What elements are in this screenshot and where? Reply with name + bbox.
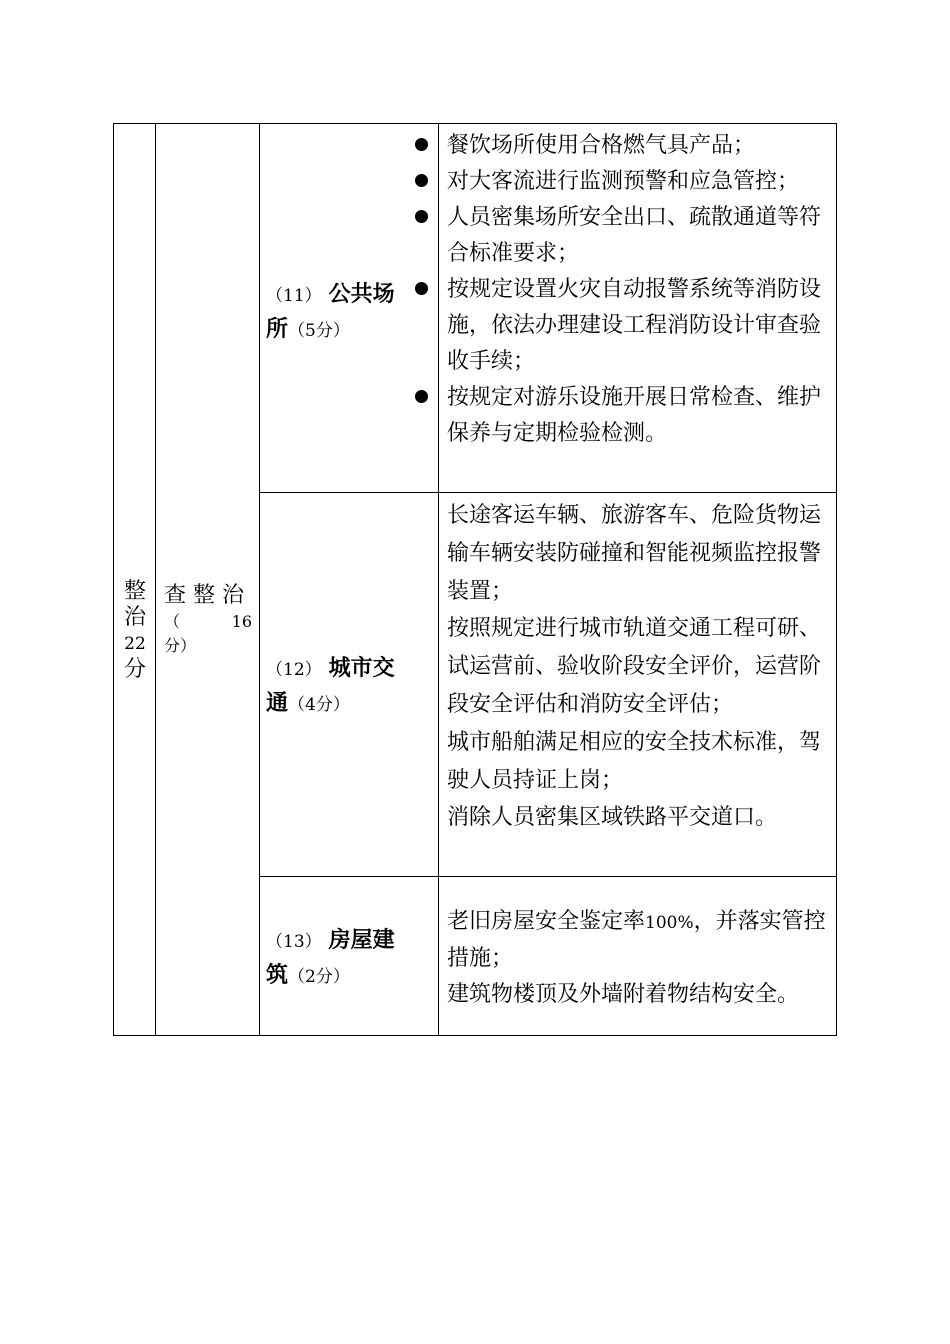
category-unit: 分 — [123, 657, 146, 682]
category-cell — [114, 124, 156, 1035]
score-table — [113, 123, 837, 1036]
list-item: 建筑物楼顶及外墙附着物结构安全。 — [447, 982, 800, 1007]
list-item: 按规定设置火灾自动报警系统等消防设施，依法办理建设工程消防设计审查验收手续； — [447, 272, 833, 380]
subcategory-score: 16 — [231, 612, 252, 631]
category-char-1: 整 — [123, 579, 146, 604]
bullet-icon — [415, 282, 428, 295]
section-points: （2分） — [288, 967, 350, 987]
section-name-cont: 所 — [266, 317, 289, 342]
section-number: （11） — [266, 286, 322, 306]
row-divider — [259, 492, 836, 493]
section-points: （4分） — [288, 695, 350, 715]
column-divider — [259, 124, 260, 1035]
section-12-items — [447, 497, 833, 837]
section-name: 公共场 — [328, 282, 395, 307]
list-item: 餐饮场所使用合格燃气具产品； — [447, 128, 833, 164]
list-item: 城市船舶满足相应的安全技术标准，驾驶人员持证上岗； — [447, 729, 822, 793]
bullet-icon — [415, 210, 428, 223]
category-char-2: 治 — [123, 605, 146, 630]
section-name-cont: 通 — [266, 691, 289, 716]
section-11-items — [447, 128, 833, 452]
list-item: 长途客运车辆、旅游客车、危险货物运输车辆安装防碰撞和智能视频监控报警装置； — [447, 503, 822, 604]
list-item: 对大客流进行监测预警和应急管控； — [447, 164, 833, 200]
section-12-title — [266, 652, 436, 722]
category-score: 22 — [124, 634, 146, 654]
section-number: （12） — [266, 660, 322, 680]
section-name: 房屋建 — [328, 928, 395, 953]
section-name-cont: 筑 — [266, 963, 289, 988]
list-item: 消除人员密集区域铁路平交道口。 — [447, 805, 778, 831]
row-divider — [259, 876, 836, 877]
subcategory-unit: 分） — [164, 636, 197, 655]
subcategory-paren-open: （ — [164, 612, 181, 631]
column-divider — [438, 124, 439, 1035]
list-item: 人员密集场所安全出口、疏散通道等符合标准要求； — [447, 200, 833, 272]
section-name: 城市交 — [328, 656, 395, 681]
section-number: （13） — [266, 932, 322, 952]
section-13-title — [266, 924, 436, 994]
bullet-icon — [415, 390, 428, 403]
section-points: （5分） — [288, 321, 350, 341]
list-item: 按规定对游乐设施开展日常检查、维护保养与定期检验检测。 — [447, 380, 833, 452]
list-item: 老旧房屋安全鉴定率100%，并落实管控措施； — [447, 909, 826, 971]
list-item: 按照规定进行城市轨道交通工程可研、试运营前、验收阶段安全评价，运营阶段安全评估和消防安全评估； — [447, 616, 822, 717]
section-11-title — [266, 278, 436, 348]
bullet-icon — [415, 138, 428, 151]
bullet-icon — [415, 174, 428, 187]
section-13-items — [447, 904, 833, 1013]
subcategory-title: 查 整 治 — [164, 583, 244, 608]
